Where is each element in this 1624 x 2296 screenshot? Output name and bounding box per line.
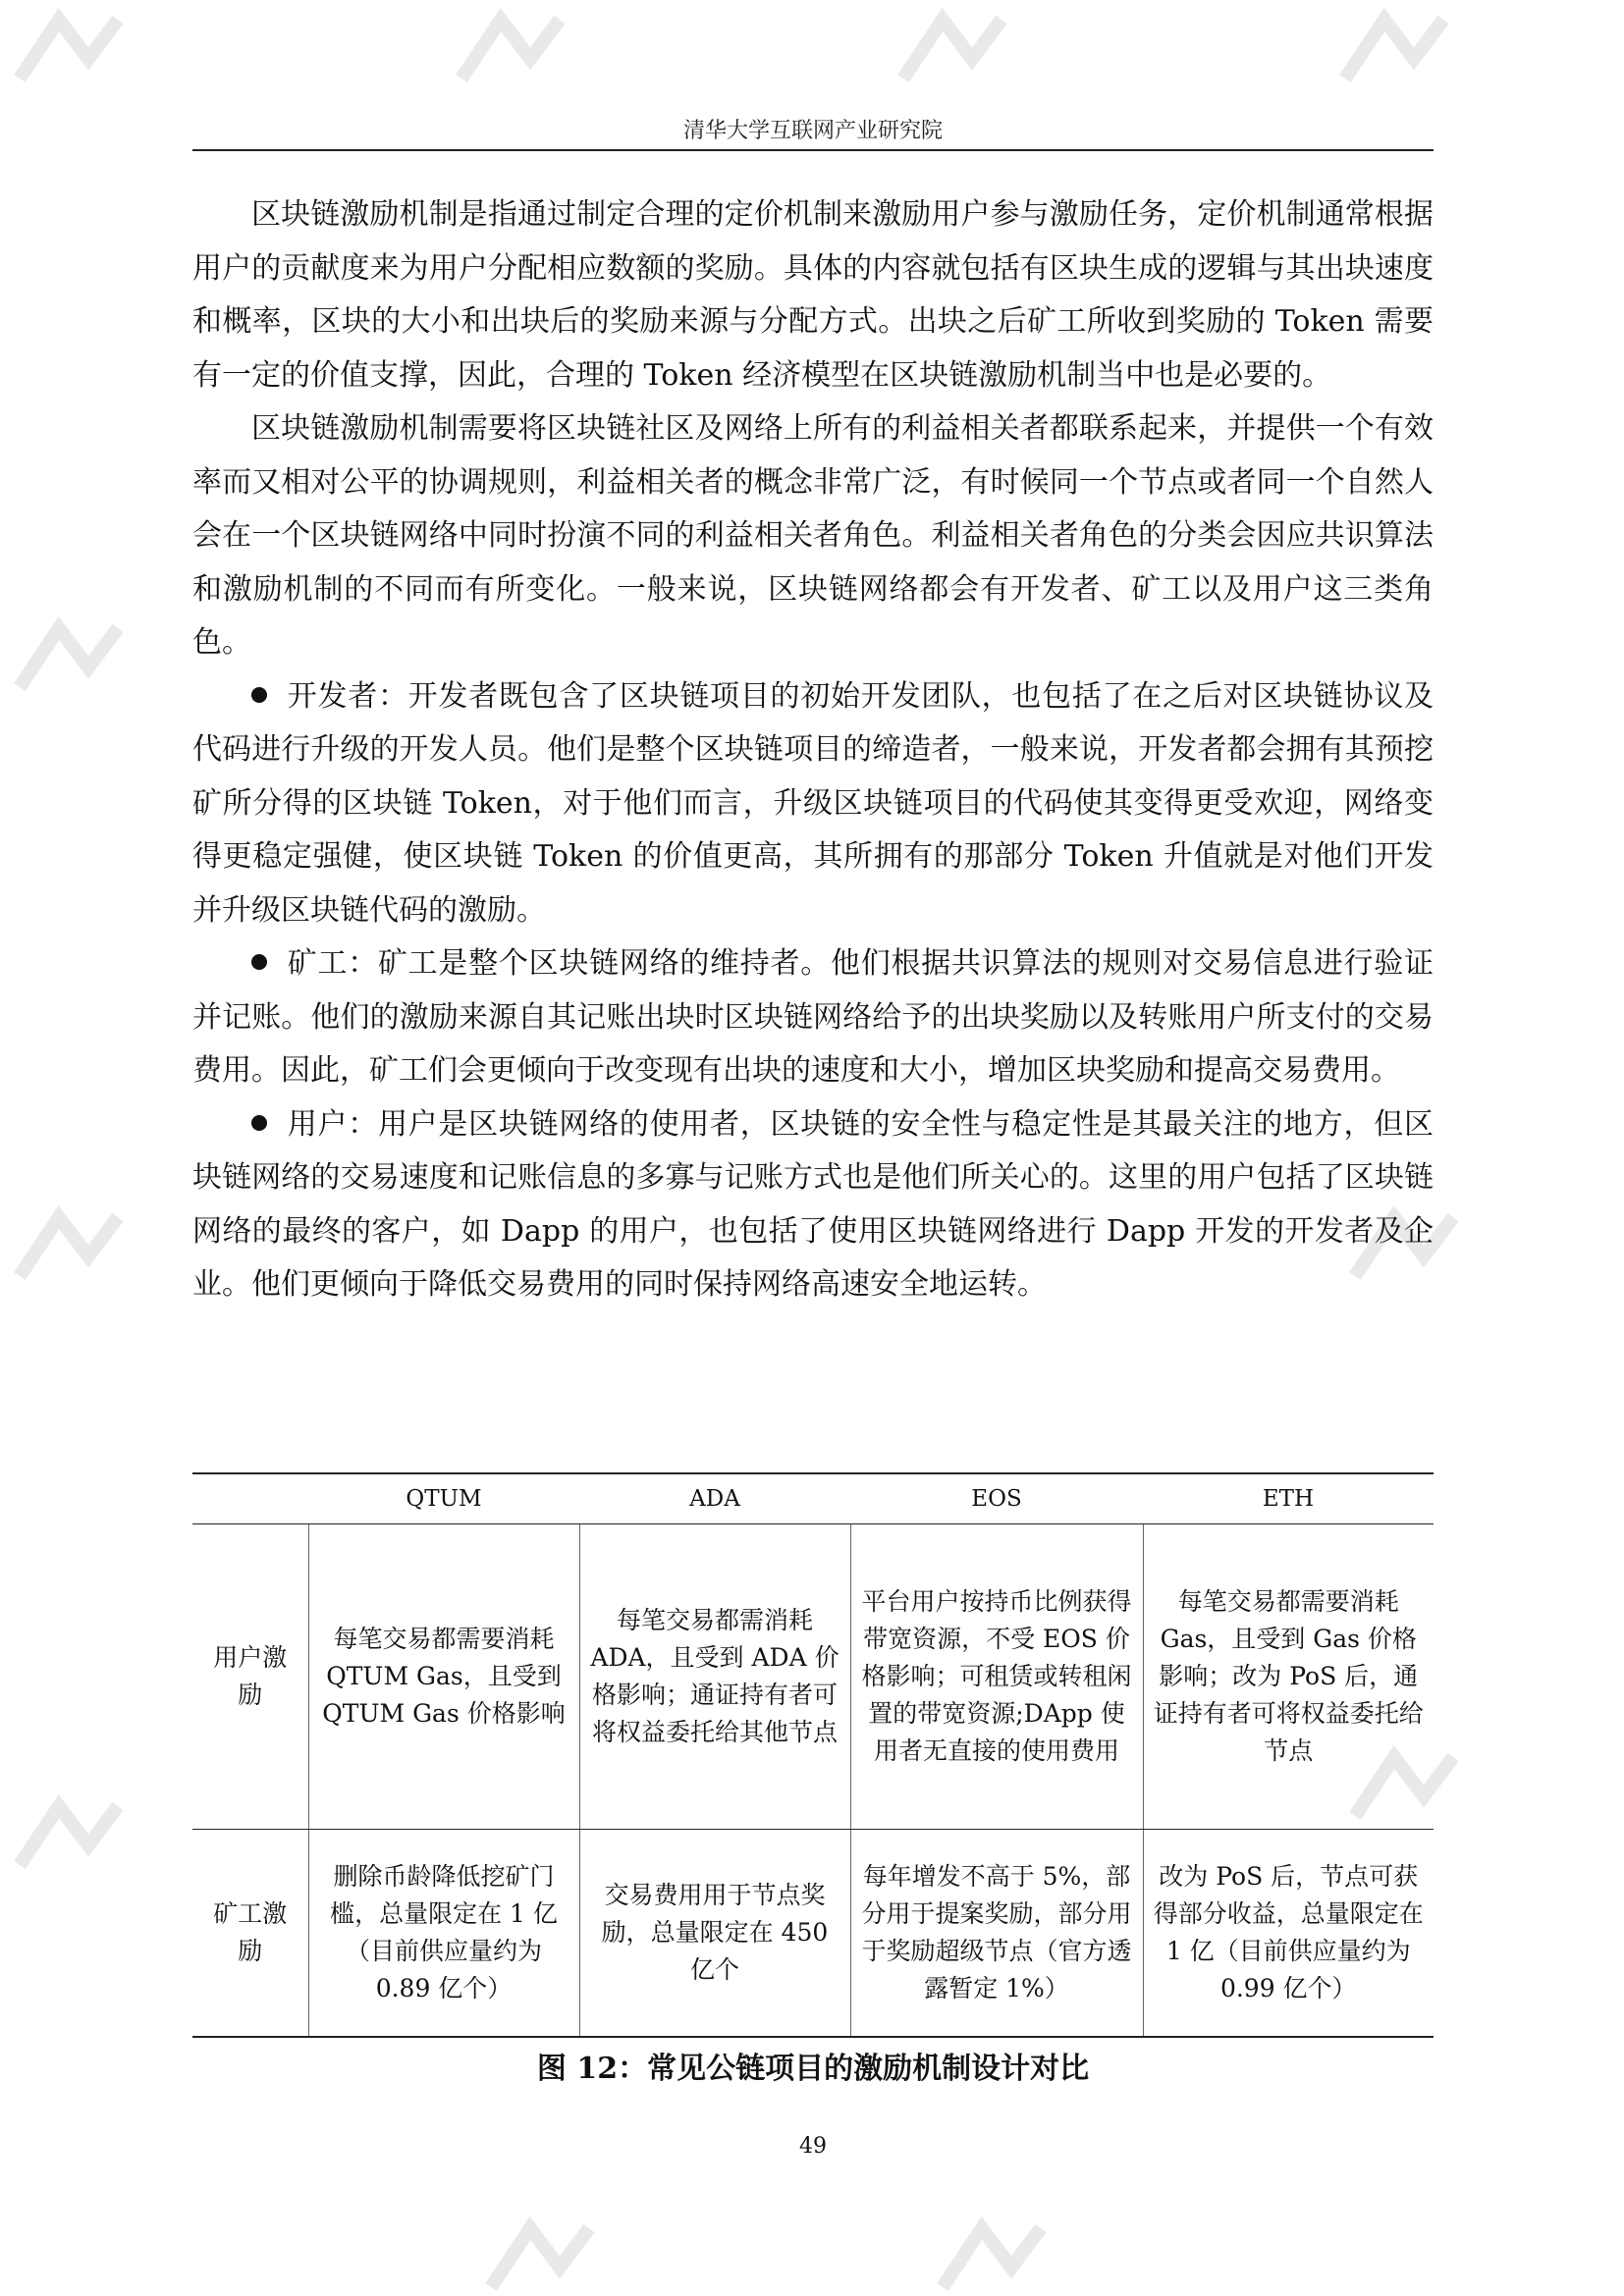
- table-header: [192, 1473, 308, 1524]
- table-cell: 改为 PoS 后，节点可获得部分收益，总量限定在 1 亿（目前供应量约为 0.99 亿个）: [1143, 1830, 1434, 2038]
- bullet-item: [192, 1098, 1434, 1312]
- table-row-label: 用户激励: [192, 1524, 308, 1830]
- table-header: ADA: [579, 1473, 850, 1524]
- table-cell: 交易费用用于节点奖励，总量限定在 450 亿个: [579, 1830, 850, 2038]
- page-number: 49: [799, 2134, 827, 2159]
- header-divider: [192, 149, 1434, 151]
- table-cell: 每笔交易都需要消耗 Gas，且受到 Gas 价格影响；改为 PoS 后，通证持有者可将权益委托给节点: [1143, 1524, 1434, 1830]
- bullet-icon: [251, 1115, 267, 1131]
- main-body: [192, 188, 1434, 1312]
- table-cell: 每笔交易都需消耗 ADA，且受到 ADA 价格影响；通证持有者可将权益委托给其他节点: [579, 1524, 850, 1830]
- table-cell: 平台用户按持币比例获得带宽资源，不受 EOS 价格影响；可租赁或转租闲置的带宽资源;DApp 使用者无直接的使用费用: [850, 1524, 1143, 1830]
- table-cell: 每笔交易都需要消耗 QTUM Gas，且受到 QTUM Gas 价格影响: [308, 1524, 579, 1830]
- bullet-item: [192, 670, 1434, 938]
- paragraph: 区块链激励机制是指通过制定合理的定价机制来激励用户参与激励任务，定价机制通常根据用户的贡献度来为用户分配相应数额的奖励。具体的内容就包括有区块生成的逻辑与其出块速度和概率，区块的大小和出块后的奖励来源与分配方式。出块之后矿工所收到奖励的 Token 需要有一定的价值支撑，因此，合理的 Token 经济模型在区块链激励机制当中也是必要的。: [192, 197, 1434, 393]
- table-cell: 删除币龄降低挖矿门槛，总量限定在 1 亿（目前供应量约为 0.89 亿个）: [308, 1830, 579, 2038]
- table-row: [192, 1524, 1434, 1830]
- comparison-table: [192, 1472, 1434, 2038]
- table-header: QTUM: [308, 1473, 579, 1524]
- figure-caption: 图 12：常见公链项目的激励机制设计对比: [536, 2052, 1090, 2086]
- paragraph: 区块链激励机制需要将区块链社区及网络上所有的利益相关者都联系起来，并提供一个有效率而又相对公平的协调规则，利益相关者的概念非常广泛，有时候同一个节点或者同一个自然人会在一个区块链网络中同时扮演不同的利益相关者角色。利益相关者角色的分类会因应共识算法和激励机制的不同而有所变化。一般来说，区块链网络都会有开发者、矿工以及用户这三类角色。: [192, 411, 1434, 660]
- bullet-text: 开发者：开发者既包含了区块链项目的初始开发团队，也包括了在之后对区块链协议及代码进行升级的开发人员。他们是整个区块链项目的缔造者，一般来说，开发者都会拥有其预挖矿所分得的区块链 Token，对于他们而言，升级区块链项目的代码使其变得更受欢迎，网络变得更稳定强健，使区块链 Token 的价值更高，其所拥有的那部分 Token 升值就是对他们开发并升级区块链代码的激励。: [192, 678, 1434, 928]
- table-row-label: 矿工激励: [192, 1830, 308, 2038]
- bullet-text: 用户：用户是区块链网络的使用者，区块链的安全性与稳定性是其最关注的地方，但区块链网络的交易速度和记账信息的多寡与记账方式也是他们所关心的。这里的用户包括了区块链网络的最终的客户，如 Dapp 的用户，也包括了使用区块链网络进行 Dapp 开发的开发者及企业。他们更倾向于降低交易费用的同时保持网络高速安全地运转。: [192, 1106, 1434, 1302]
- table-header-row: [192, 1473, 1434, 1524]
- table-header: ETH: [1143, 1473, 1434, 1524]
- table-cell: 每年增发不高于 5%，部分用于提案奖励，部分用于奖励超级节点（官方透露暂定 1%）: [850, 1830, 1143, 2038]
- bullet-icon: [251, 954, 267, 970]
- table-row: [192, 1830, 1434, 2038]
- bullet-icon: [251, 687, 267, 703]
- bullet-text: 矿工：矿工是整个区块链网络的维持者。他们根据共识算法的规则对交易信息进行验证并记账。他们的激励来源自其记账出块时区块链网络给予的出块奖励以及转账用户所支付的交易费用。因此，矿工们会更倾向于改变现有出块的速度和大小，增加区块奖励和提高交易费用。: [192, 946, 1434, 1088]
- page-header-title: 清华大学互联网产业研究院: [682, 119, 943, 143]
- table-header: EOS: [850, 1473, 1143, 1524]
- bullet-item: [192, 937, 1434, 1098]
